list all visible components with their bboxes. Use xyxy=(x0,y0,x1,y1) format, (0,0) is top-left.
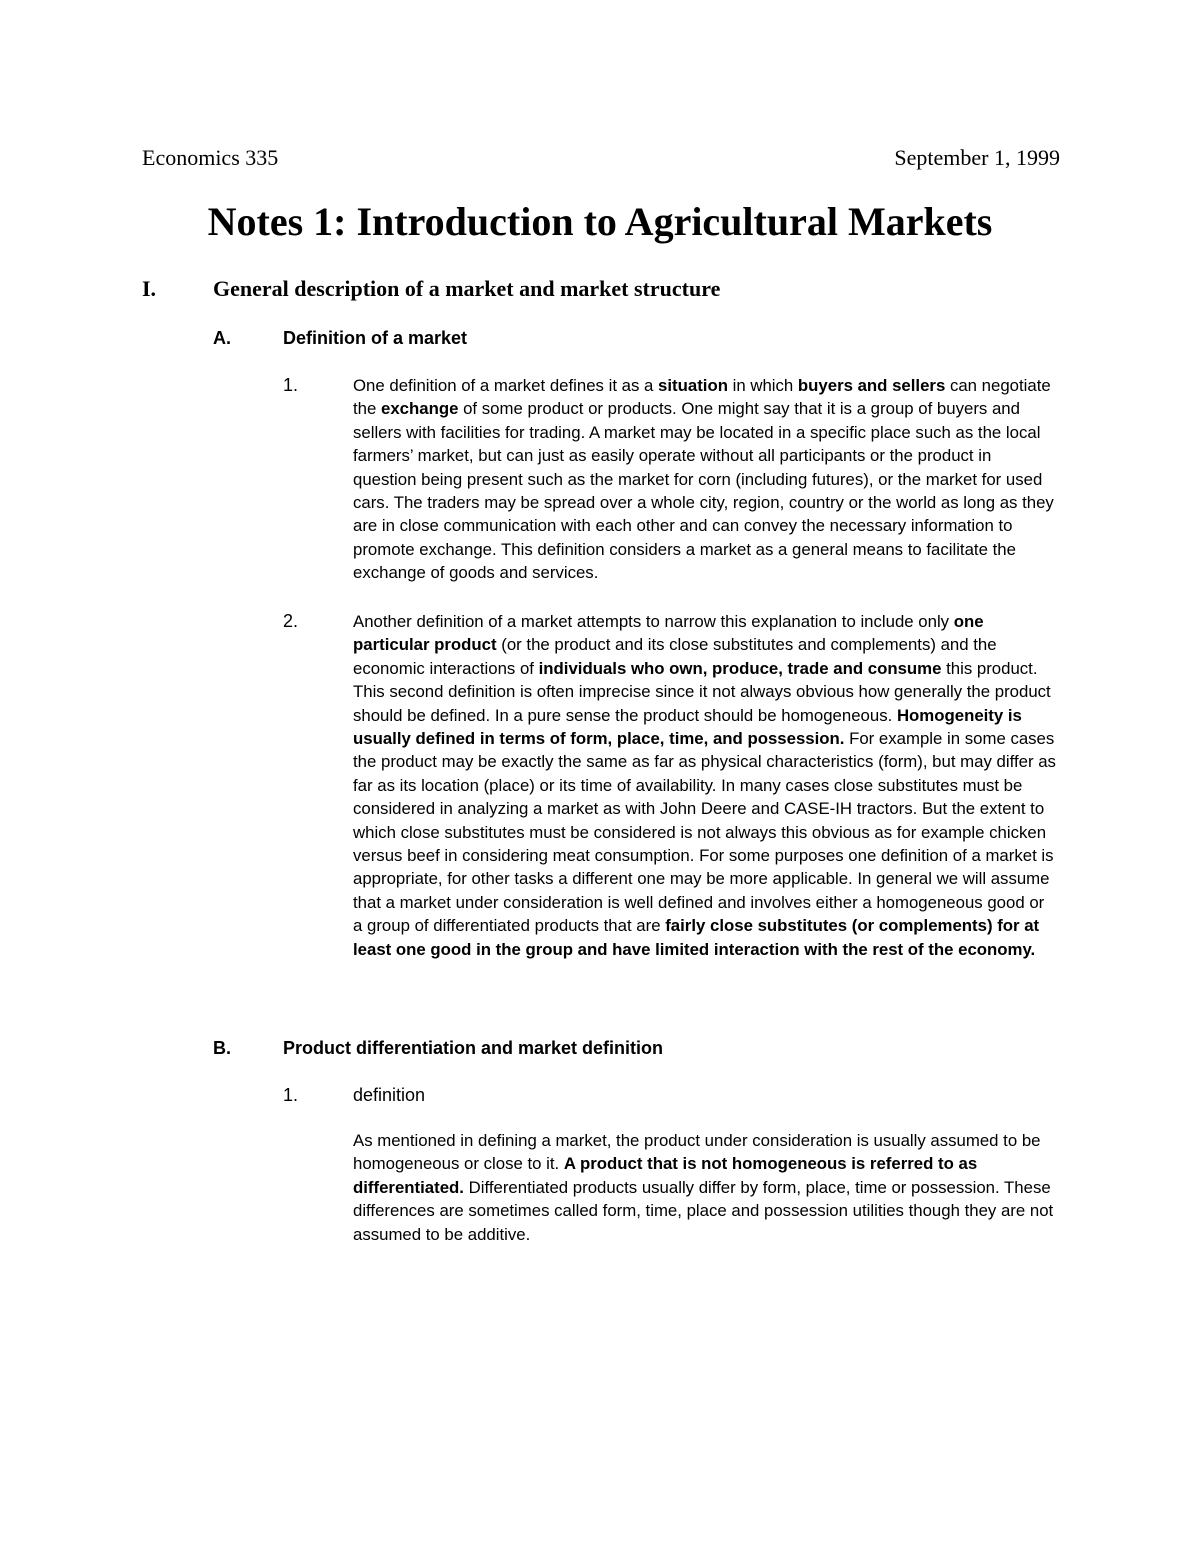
page-title: Notes 1: Introduction to Agricultural Markets xyxy=(207,199,993,244)
emphasis-exchange: exchange xyxy=(381,399,459,419)
emphasis-one-product: one particular product xyxy=(353,612,984,655)
text-run: For example in some cases the product may be exactly the same as far as physical characteristics (form), but may differ as far as its location (place) or its time of availability. In many cases close substitutes must be considered in analyzing a market as with John Deere and CASE-IH tractors. But the extent to which close substitutes must be considered is not always this obvious as for example chicken versus beef in considering meat consumption. For some purposes one definition of a market is appropriate, for other tasks a different one may be more applicable. In general we will assume that a market under consideration is well defined and involves either a homogeneous good or a group of differentiated products that are xyxy=(353,729,1056,936)
subsection-letter-a: A. xyxy=(213,328,231,348)
item-number-b1: 1. xyxy=(283,1085,299,1105)
section-numeral: I. xyxy=(142,276,157,301)
emphasis-situation: situation xyxy=(658,376,728,395)
emphasis-close-substitutes: fairly close substitutes (or complements) for at least one good in the group and have limited interaction with the rest of the economy. xyxy=(353,916,1040,959)
text-run: in which xyxy=(727,376,798,395)
subsection-heading-b: Product differentiation and market definition xyxy=(283,1038,664,1058)
item-label-b1: definition xyxy=(353,1085,426,1105)
paragraph-b1 xyxy=(353,1129,1058,1246)
emphasis-individuals: individuals who own, produce, trade and consume xyxy=(538,658,942,678)
emphasis-buyers-sellers: buyers and sellers xyxy=(797,376,946,395)
text-run: One definition of a market defines it as a xyxy=(353,376,659,395)
text-run: of some product or products. One might say that it is a group of buyers and sellers with facilities for trading. A market may be located in a specific place such as the local farmers’ market, but can just as easily operate without all participants or the product in question being present such as the market for corn (including futures), or the market for used cars. The traders may be spread over a whole city, region, country or the world as long as they are in close communication with each other and can convey the necessary information to promote exchange. This definition considers a market as a general means to facilitate the exchange of goods and services. xyxy=(353,399,1054,583)
text-run: can negotiate the xyxy=(353,376,1051,419)
item-number-a1: 1. xyxy=(283,375,299,395)
text-run: Differentiated products usually differ by form, place, time or possession. These differences are sometimes called form, time, place and possession utilities though they are not assumed to be additive. xyxy=(353,1177,1054,1244)
section-heading: General description of a market and market structure xyxy=(213,276,721,301)
subsection-letter-b: B. xyxy=(213,1038,231,1058)
emphasis-differentiated: A product that is not homogeneous is referred to as differentiated. xyxy=(353,1154,978,1197)
text-run: (or the product and its close substitutes and complements) and the economic interactions of xyxy=(353,635,997,678)
item-number-a2: 2. xyxy=(283,611,299,631)
text-run: Another definition of a market attempts to narrow this explanation to include only xyxy=(353,612,954,631)
emphasis-homogeneity: Homogeneity is usually defined in terms of form, place, time, and possession. xyxy=(353,705,1022,749)
subsection-heading-a: Definition of a market xyxy=(283,328,468,348)
text-run: this product. This second definition is often imprecise since it not always obvious how generally the product should be defined. In a pure sense the product should be homogeneous. xyxy=(353,658,1051,725)
document-date: September 1, 1999 xyxy=(894,145,1060,170)
paragraph-a1 xyxy=(353,374,1058,585)
text-run: As mentioned in defining a market, the product under consideration is usually assumed to be homogeneous or close to it. xyxy=(353,1131,1041,1174)
course-name: Economics 335 xyxy=(142,145,279,170)
paragraph-a2 xyxy=(353,610,1058,961)
